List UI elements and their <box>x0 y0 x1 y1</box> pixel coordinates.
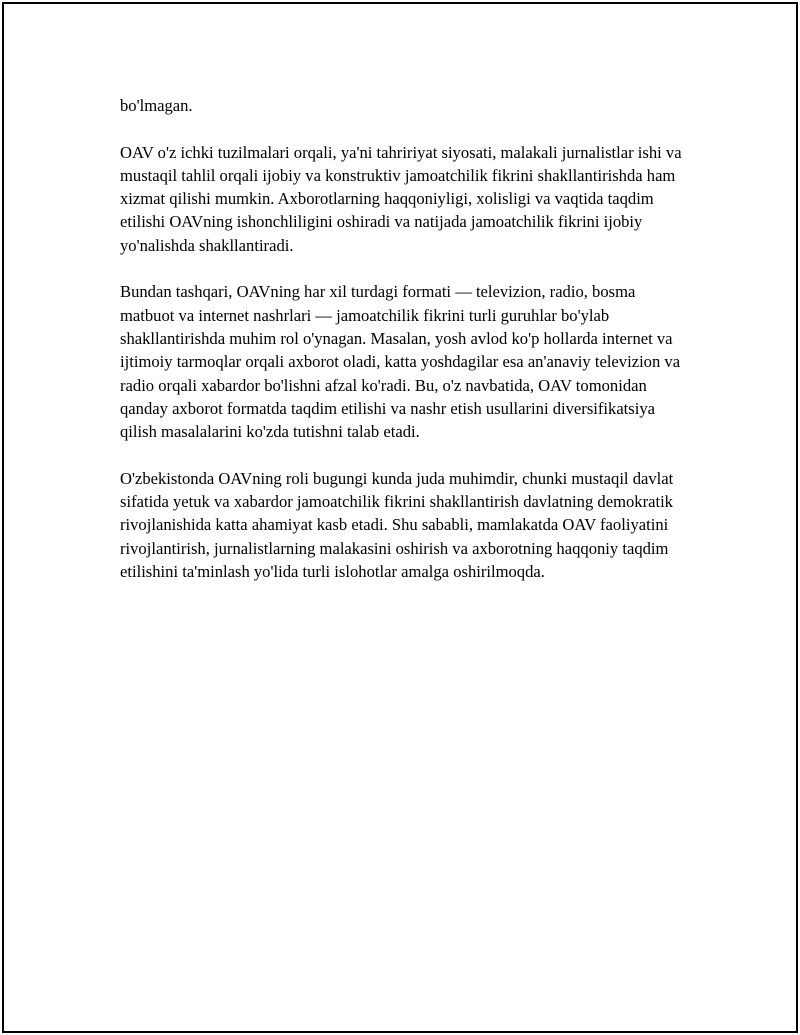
paragraph-oav-formats: Bundan tashqari, OAVning har xil turdagi formati — televizion, radio, bosma matbuot va internet nashrlari — jamoatchilik fikrini turli guruhlar bo'ylab shakllantirishda muhim rol o'ynagan. Masalan, yosh avlod ko'p hollarda internet va ijtimoiy tarmoqlar orqali axborot oladi, katta yoshdagilar esa an'anaviy televizion va radio orqali xabardor bo'lishni afzal ko'radi. Bu, o'z navbatida, OAV tomonidan qanday axborot formatda taqdim etilishi va nashr etish usullarini diversifikatsiya qilish masalalarini ko'zda tutishni talab etadi. <box>120 282 681 442</box>
paragraph-oav-internal-structures: OAV o'z ichki tuzilmalari orqali, ya'ni tahririyat siyosati, malakali jurnalistlar ishi va mustaqil tahlil orqali ijobiy va konstruktiv jamoatchilik fikrini shakllantirishda ham xizmat qilishi mumkin. Axborotlarning haqqoniyligi, xolisligi va vaqtida taqdim etilishi OAVning ishonchliligini oshiradi va natijada jamoatchilik fikrini ijobiy yo'nalishda shakllantiradi. <box>120 142 682 255</box>
paragraph-oav-role-uzbekistan: O'zbekistonda OAVning roli bugungi kunda juda muhimdir, chunki mustaqil davlat sifatida yetuk va xabardor jamoatchilik fikrini shakllantirish davlatning demokratik rivojlanishida katta ahamiyat kasb etadi. Shu sababli, mamlakatda OAV faoliyatini rivojlantirish, jurnalistlarning malakasini oshirish va axborotning haqqoniy taqdim etilishini ta'minlash yo'lida turli islohotlar amalga oshirilmoqda. <box>120 468 674 581</box>
document-body <box>120 94 692 607</box>
paragraph-continuation: bo'lmagan. <box>120 96 193 115</box>
document-page <box>2 2 798 1033</box>
